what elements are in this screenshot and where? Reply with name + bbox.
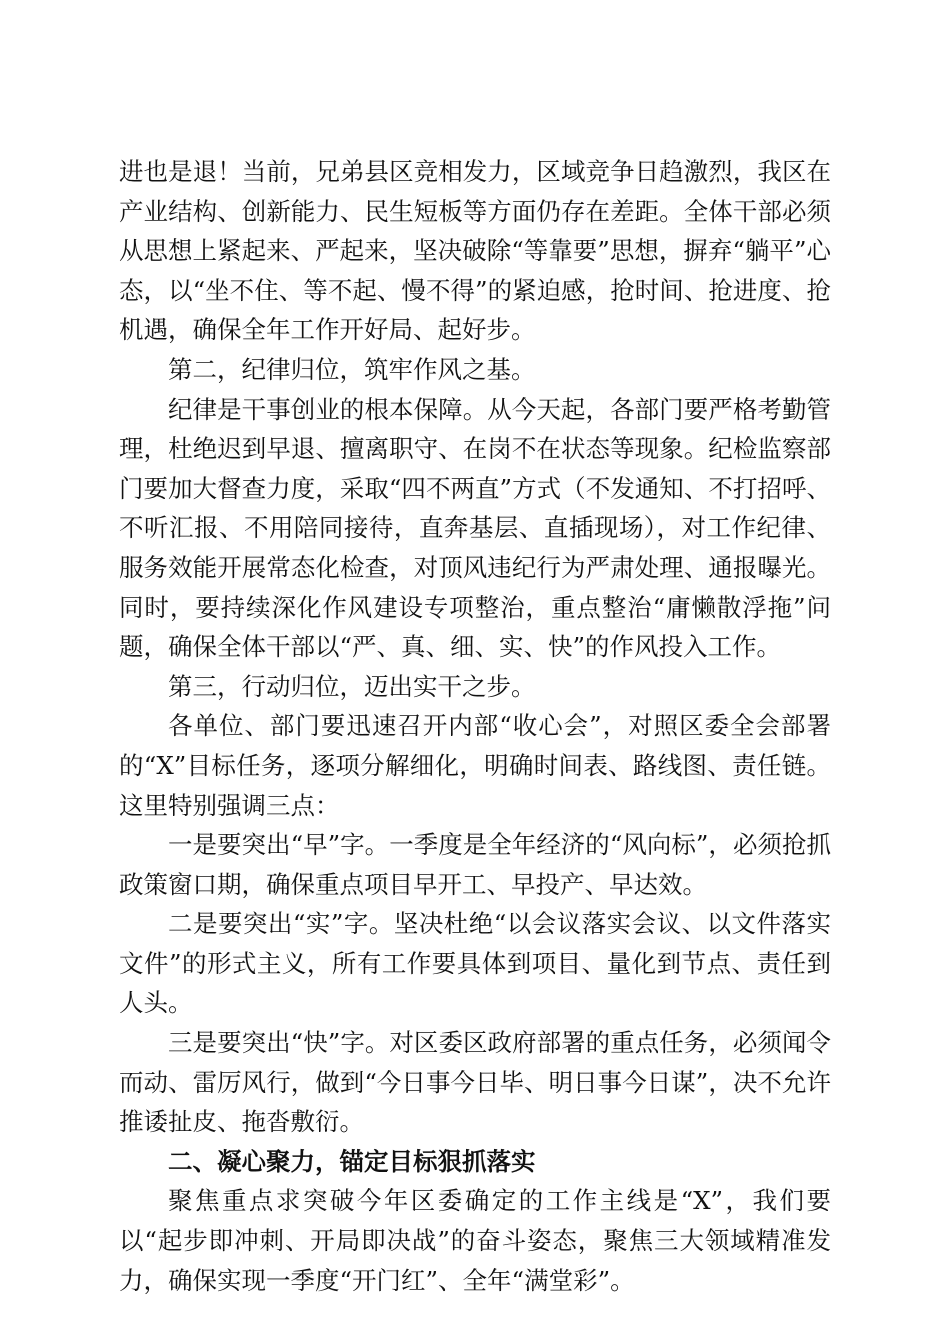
paragraph-point-early: 一是要突出“早”字。一季度是全年经济的“风向标”，必须抢抓政策窗口期，确保重点项目早开工、早投产、早达效。 [119, 830, 831, 899]
subheading-action: 第三，行动归位，迈出实干之步。 [168, 671, 536, 701]
subheading-discipline: 第二，纪律归位，筑牢作风之基。 [168, 354, 536, 384]
paragraph-point-solid: 二是要突出“实”字。坚决杜绝“以会议落实会议、以文件落实文件”的形式主义，所有工作要具体到项目、量化到节点、责任到人头。 [119, 909, 831, 1018]
document-body [119, 152, 831, 1300]
paragraph-point-fast: 三是要突出“快”字。对区委区政府部署的重点任务，必须闻令而动、雷厉风行，做到“今日事今日毕、明日事今日谋”，决不允许推诿扯皮、拖沓敷衍。 [119, 1028, 831, 1137]
section-heading-2: 二、凝心聚力，锚定目标狠抓落实 [168, 1146, 536, 1176]
paragraph-focus: 聚焦重点求突破今年区委确定的工作主线是“X”，我们要以“起步即冲刺、开局即决战”的奋斗姿态，聚焦三大领域精准发力，确保实现一季度“开门红”、全年“满堂彩”。 [119, 1186, 831, 1295]
paragraph-action: 各单位、部门要迅速召开内部“收心会”，对照区委全会部署的“X”目标任务，逐项分解细化，明确时间表、路线图、责任链。这里特别强调三点： [119, 711, 831, 820]
paragraph-discipline: 纪律是干事创业的根本保障。从今天起，各部门要严格考勤管理，杜绝迟到早退、擅离职守、在岗不在状态等现象。纪检监察部门要加大督查力度，采取“四不两直”方式（不发通知、不打招呼、不听汇报、不用陪同接待，直奔基层、直插现场），对工作纪律、服务效能开展常态化检查，对顶风违纪行为严肃处理、通报曝光。同时，要持续深化作风建设专项整治，重点整治“庸懒散浮拖”问题，确保全体干部以“严、真、细、实、快”的作风投入工作。 [119, 394, 831, 662]
paragraph-intro: 进也是退！当前，兄弟县区竞相发力，区域竞争日趋激烈，我区在产业结构、创新能力、民生短板等方面仍存在差距。全体干部必须从思想上紧起来、严起来，坚决破除“等靠要”思想，摒弃“躺平”心态，以“坐不住、等不起、慢不得”的紧迫感，抢时间、抢进度、抢机遇，确保全年工作开好局、起好步。 [119, 157, 831, 345]
